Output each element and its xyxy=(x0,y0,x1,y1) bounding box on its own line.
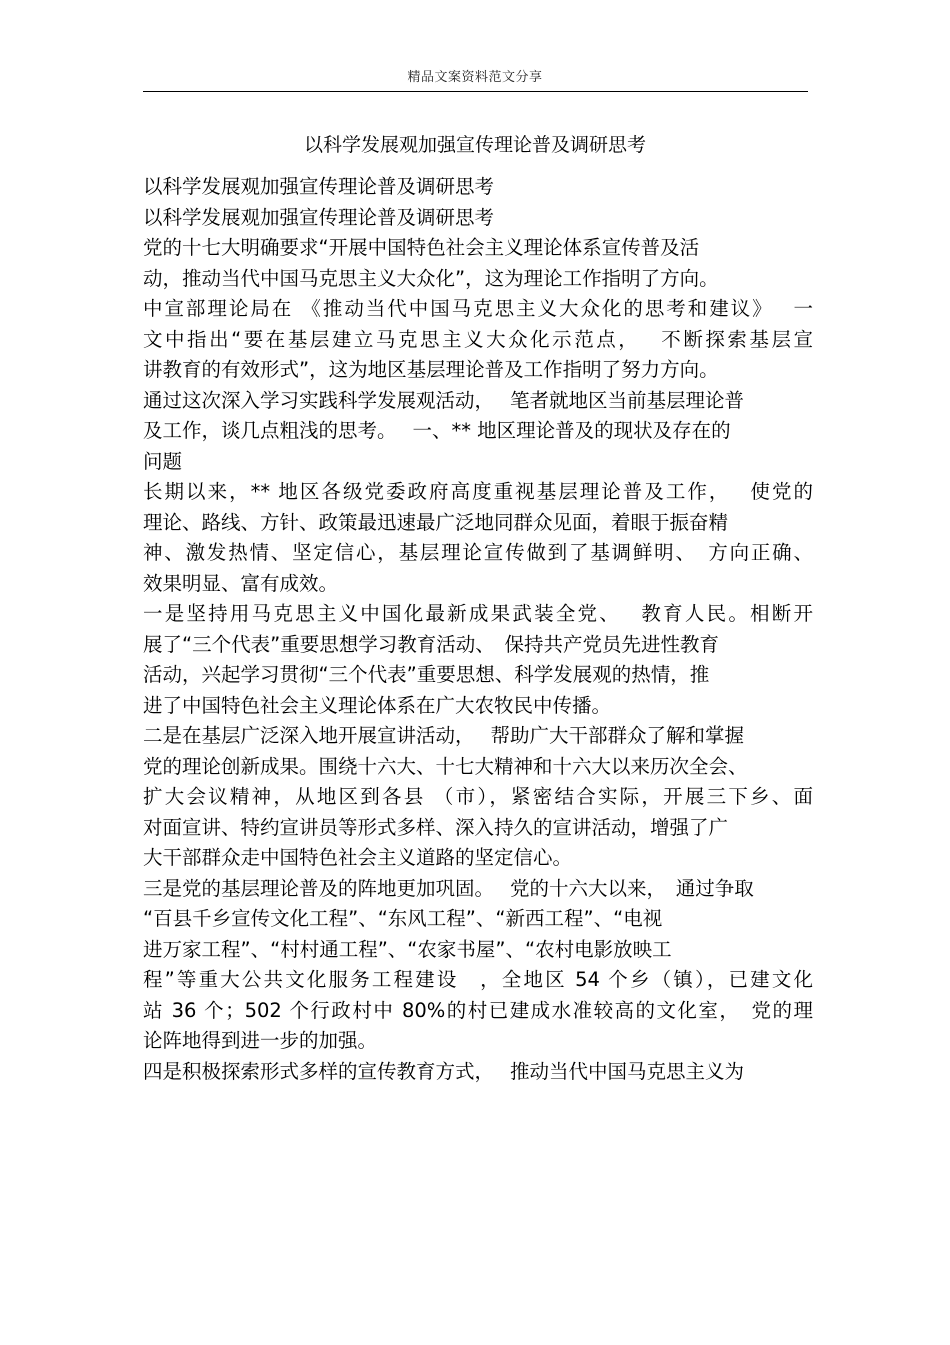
page-header-text: 精品文案资料范文分享 xyxy=(407,70,543,85)
body-line: 二是在基层广泛深入地开展宣讲活动， 帮助广大干部群众了解和掌握 xyxy=(143,724,744,747)
body-line: 论阵地得到进一步的加强。 xyxy=(143,1029,378,1052)
body-line: 进万家工程”、“村村通工程”、“农家书屋”、“农村电影放映工 xyxy=(143,937,672,961)
body-line: 以科学发展观加强宣传理论普及调研思考 xyxy=(143,175,495,198)
body-line: 对面宣讲、特约宣讲员等形式多样、深入持久的宣讲活动，增强了广 xyxy=(143,815,729,839)
body-line: 通过这次深入学习实践科学发展观活动， 笔者就地区当前基层理论普 xyxy=(143,388,744,412)
body-line: 展了“三个代表”重要思想学习教育活动、 保持共产党员先进性教育 xyxy=(143,632,719,656)
body-line: 扩大会议精神，从地区到各县 （市），紧密结合实际，开展三下乡、面 xyxy=(143,785,813,808)
body-line: 党的理论创新成果。围绕十六大、十七大精神和十六大以来历次全会、 xyxy=(143,754,748,778)
body-line: 大干部群众走中国特色社会主义道路的坚定信心。 xyxy=(143,846,573,869)
body-line: 站 36 个；502 个行政村中 80%的村已建成水准较高的文化室， 党的理 xyxy=(143,998,813,1022)
document-title: 以科学发展观加强宣传理论普及调研思考 xyxy=(303,134,646,156)
body-line: 理论、路线、方针、政策最迅速最广泛地同群众见面，着眼于振奋精 xyxy=(143,510,729,534)
body-line: 以科学发展观加强宣传理论普及调研思考 xyxy=(143,205,495,229)
header-divider xyxy=(143,91,808,92)
body-line: 问题 xyxy=(143,449,183,473)
body-line: 四是积极探索形式多样的宣传教育方式， 推动当代中国马克思主义为 xyxy=(143,1059,744,1083)
body-line: 党的十七大明确要求“开展中国特色社会主义理论体系宣传普及活 xyxy=(143,236,700,259)
body-line: 进了中国特色社会主义理论体系在广大农牧民中传播。 xyxy=(143,693,612,717)
body-line: 及工作，谈几点粗浅的思考。 一、** 地区理论普及的现状及存在的 xyxy=(143,419,731,442)
document-body xyxy=(143,172,813,1087)
body-line: 三是党的基层理论普及的阵地更加巩固。 党的十六大以来， 通过争取 xyxy=(143,876,754,900)
body-line: “百县千乡宣传文化工程”、“东风工程”、“新西工程”、“电视 xyxy=(143,907,663,930)
body-line: 神、激发热情、坚定信心，基层理论宣传做到了基调鲜明、 方向正确、 xyxy=(143,541,813,564)
body-line: 文中指出“要在基层建立马克思主义大众化示范点， 不断探索基层宣 xyxy=(143,327,813,351)
body-line: 动，推动当代中国马克思主义大众化”，这为理论工作指明了方向。 xyxy=(143,266,719,290)
body-line: 讲教育的有效形式”，这为地区基层理论普及工作指明了努力方向。 xyxy=(143,358,719,381)
body-line: 程”等重大公共文化服务工程建设 ，全地区 54 个乡（镇），已建文化 xyxy=(143,968,813,991)
body-line: 长期以来，** 地区各级党委政府高度重视基层理论普及工作， 使党的 xyxy=(143,480,813,503)
body-line: 效果明显、富有成效。 xyxy=(143,571,339,595)
body-line: 一是坚持用马克思主义中国化最新成果武装全党、 教育人民。相断开 xyxy=(143,602,813,625)
body-line: 中宣部理论局在 《推动当代中国马克思主义大众化的思考和建议》 一 xyxy=(143,297,813,320)
body-line: 活动，兴起学习贯彻“三个代表”重要思想、科学发展观的热情，推 xyxy=(143,663,710,686)
